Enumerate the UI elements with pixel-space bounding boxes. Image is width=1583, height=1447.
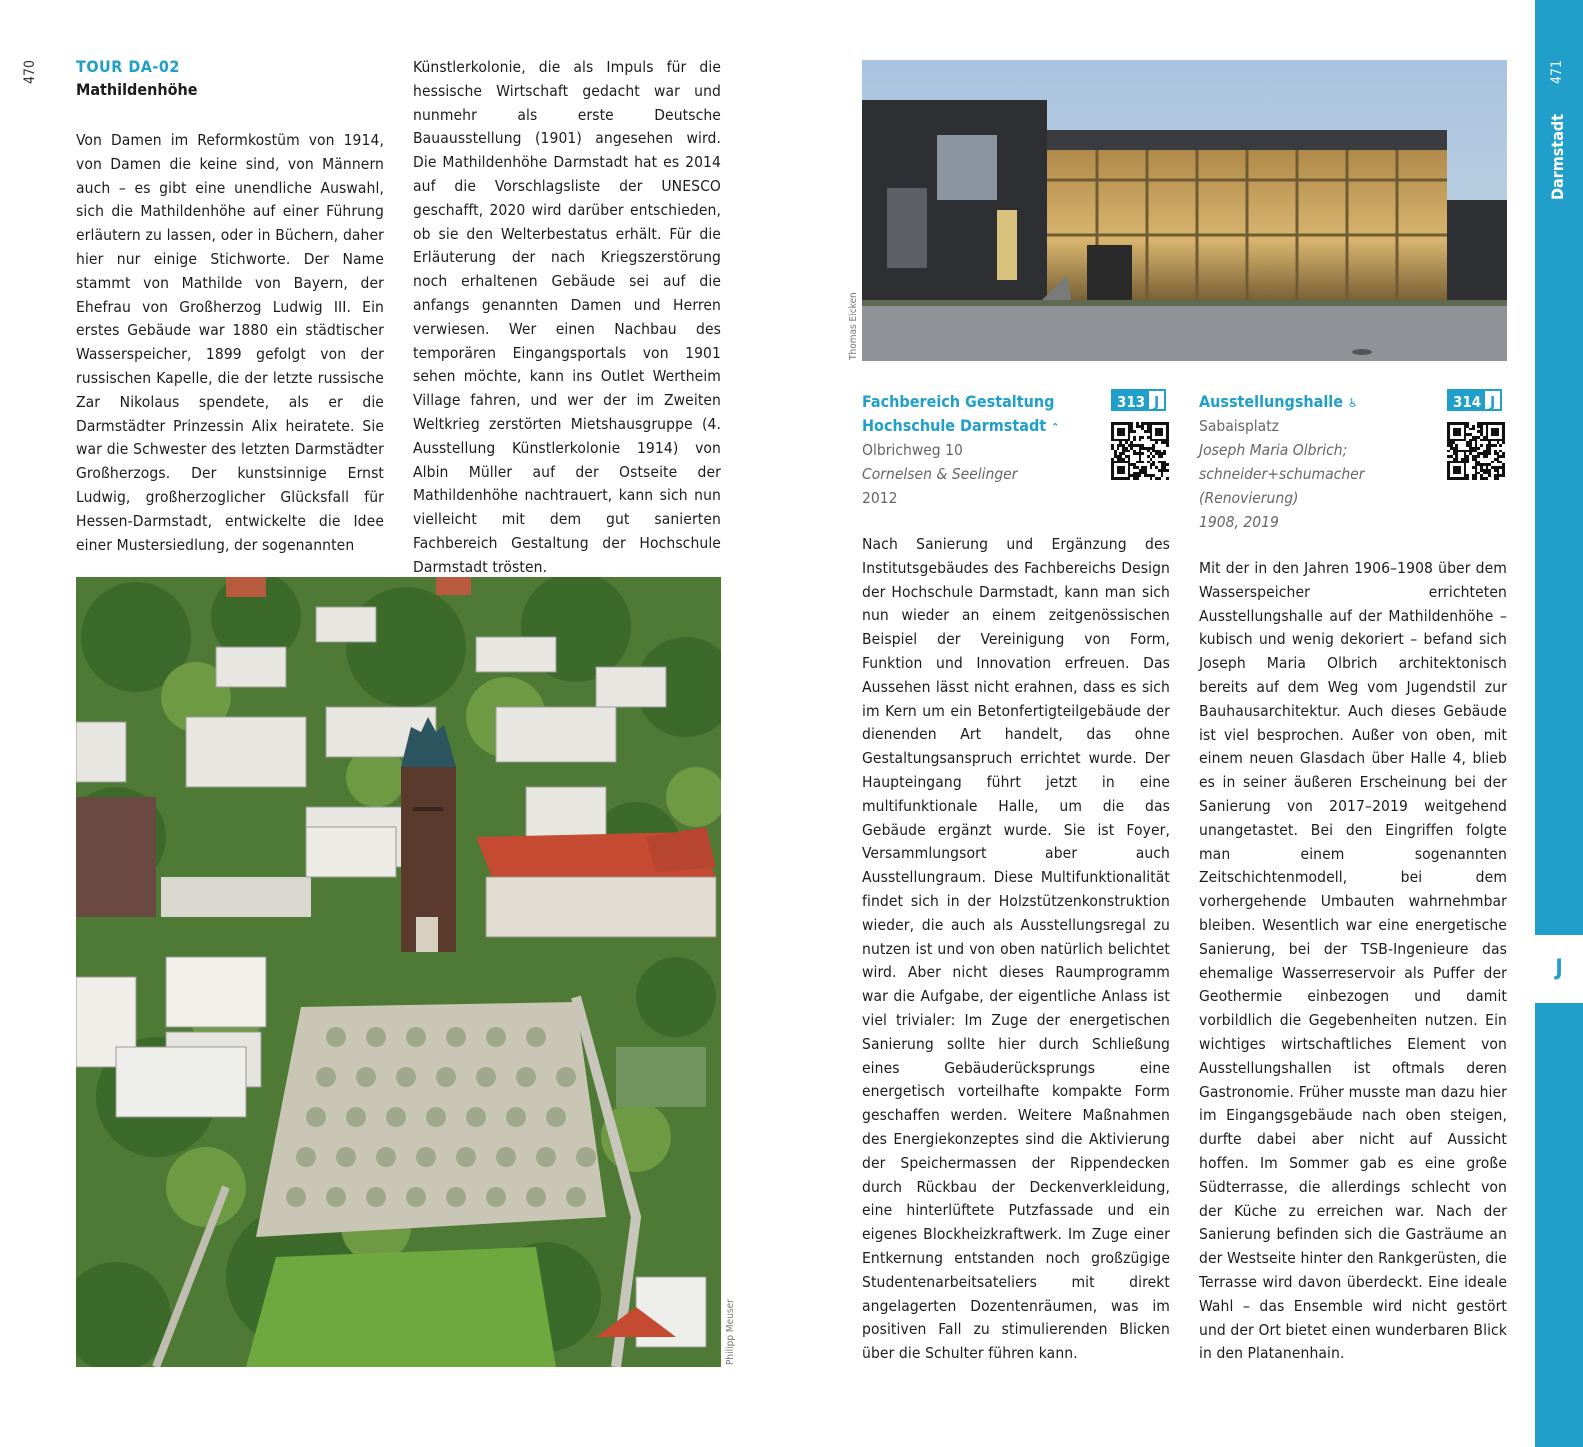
building-photo-credit: Thomas Eicken [848,292,859,360]
entry-314-title: Ausstellungshalle ♿ [1199,392,1358,411]
tour-title: Mathildenhöhe [76,80,198,99]
entry-314-badge [1447,389,1502,411]
entry-313-title-line1: Fachbereich Gestaltung [862,392,1055,411]
up-chevron-icon: ⌃ [1051,421,1060,434]
tour-label: TOUR DA-02 [76,57,180,76]
left-page-number: 470 [22,59,38,84]
entry-313-meta [862,438,1018,510]
entry-313-year: 2012 [862,489,898,507]
right-page-number: 471 [1549,59,1565,84]
entry-314-architect-line2: schneider+schumacher [1199,465,1365,483]
entry-314-meta [1199,414,1364,534]
entry-314-architect-line3: (Renovierung) [1199,489,1299,507]
entry-313-badge [1111,389,1166,411]
entry-313-letter: J [1149,391,1164,409]
entry-313-body: Nach Sanierung und Ergänzung des Institutsgebäudes des Fachbereichs Design der Hochschule Darmstadt, kann man sich nun wieder an einem zeitgenössischen Beispiel der Vereinigung von Form, Funktion und Innovation erfreuen. Das Aussehen lässt nicht erahnen, dass es sich im Kern um ein Betonfertigteilgebäude der dienenden Art handelt, das ohne Gestaltungsanspruch errichtet wurde. Der Haupteingang führt jetzt in eine multifunktionale Halle, um die das Gebäude ergänzt wurde. Sie ist Foyer, Versammlungsort aber auch Ausstellungraum. Diese Multifunktionalität findet sich in der Holzstützenkonstruktion wieder, die auch als Ausstellungsregal zu nutzen ist und von oben natürlich belichtet wird. Aber nicht dieses Raumprogramm war die Aufgabe, der eigentliche Anlass ist viel trivialer: Im Zuge der energetischen Sanierung sollte hier durch Schließung eines Gebäuderücksprungs eine energetisch vorteilhafte kompakte Form geschaffen werden. Weitere Maßnahmen des Energiekonzeptes sind die Aktivierung der Speichermassen der Rippendecken durch Rückbau der Deckenverkleidung, eine hinterlüftete Putzfassade und ein eigenes Blockheizkraftwerk. Im Zuge einer Entkernung entstanden noch großzügige Studentenarbeitsateliers mit direkt angelagerten Dozentenräumen, was im positiven Fall zu stimulierenden Blicken über die Schulter führen kann. [862,535,1170,1363]
sidebar-city-label: Darmstadt [1548,113,1567,200]
qr-code-icon[interactable] [1447,422,1505,480]
tour-text-column-1: Von Damen im Reformkostüm von 1914, von Damen die keine sind, von Männern auch – es gibt eine unendliche Auswahl, sich die Mathildenhöhe auf einer Führung erläutern zu lassen, oder in Büchern, daher hier nur einige Stichworte. Der Name stammt von Mathilde von Bayern, der Ehefrau von Großherzog Ludwig III. Ein erstes Gebäude war 1880 ein städtischer Wasserspeicher, 1899 gefolgt von der russischen Kapelle, die der letzte russische Zar Nikolaus spendete, als er die Darmstädter Prinzessin Alix heiratete. Sie war die Schwester des letzten Darmstädter Großherzogs. Der kunstsinnige Ernst Ludwig, großherzoglicher Glücksfall für Hessen-Darmstadt, entwickelte die Idee einer Mustersiedlung, der sogenannten [76,131,384,554]
entry-313-architect: Cornelsen & Seelinger [862,465,1018,483]
entry-313-number: 313 [1113,391,1149,409]
entry-314-address: Sabaisplatz [1199,417,1279,435]
entry-314-year: 1908, 2019 [1199,513,1279,531]
entry-314-number: 314 [1449,391,1485,409]
chapter-sidebar [1535,0,1583,1447]
entry-314-architect-line1: Joseph Maria Olbrich; [1199,441,1348,459]
accessibility-icon: ♿ [1348,396,1358,410]
entry-314-body: Mit der in den Jahren 1906–1908 über dem Wasserspeicher errichteten Ausstellungshalle auf der Mathildenhöhe – kubisch und wenig dekoriert – befand sich Joseph Maria Olbrich architektonisch bereits auf dem Weg vom Jugendstil zur Bauhausarchitektur. Auch dieses Gebäude ist viel besprochen. Außer von oben, mit einem neuen Glasdach über Halle 4, blieb es in seiner äußeren Erscheinung bei der Sanierung von 2017–2019 weitgehend unangetastet. Bei den Eingriffen folgte man einem sogenannten Zeitschichtenmodell, bei dem vorhergehende Umbauten wahrnehmbar bleiben. Wesentlich war eine energetische Sanierung, bei der TSB-Ingenieure das ehemalige Wasserreservoir als Puffer der Geothermie einbezogen und damit vorbildlich die Gegebenheiten nutzen. Ein wichtiges wirtschaftliches Element von Ausstellungshallen ist oftmals deren Gastronomie. Früher musste man dazu hier im Eingangsgebäude nach oben steigen, durfte dabei aber nicht auf Aussicht hoffen. Im Sommer gab es eine große Südterrasse, die allerdings schlecht von der Küche zu erreichen war. Nach der Sanierung befinden sich die Gasträume an der Westseite hinter den Rankgerüsten, die Terrasse wird davon überdeckt. Eine ideale Wahl – das Ensemble wird nicht gestört und der Ort bietet einen wunderbaren Blick in den Platanenhain. [1199,559,1507,1363]
qr-code-icon[interactable] [1111,422,1169,480]
aerial-photo-credit: Philipp Meuser [725,1299,736,1365]
entry-314-letter: J [1485,391,1500,409]
tour-text-column-2: Künstlerkolonie, die als Impuls für die hessische Wirtschaft gedacht war und nunmehr als erste Deutsche Bauausstellung (1901) angesehen wird. Die Mathildenhöhe Darmstadt hat es 2014 auf die Vorschlagsliste der UNESCO geschafft, 2020 wird darüber entschieden, ob sie den Welterbestatus erhält. Für die Erläuterung der nach Kriegszerstörung noch erhaltenen Gebäude sei auf die anfangs genannten Damen und Herren verwiesen. Wer einen Nachbau des temporären Eingangsportals von 1901 sehen möchte, kann ins Outlet Wertheim Village fahren, und wer der im Zweiten Weltkrieg zerstörten Mietshausgruppe (4. Ausstellung Künstlerkolonie 1914) von Albin Müller auf der Ostseite der Mathildenhöhe nachtrauert, kann sich nun vielleicht mit dem gut sanierten Fachbereich Gestaltung der Hochschule Darmstadt trösten. [413,58,721,576]
entry-313-address: Olbrichweg 10 [862,441,963,459]
aerial-photo [76,577,721,1367]
building-photo [862,60,1507,361]
entry-313-title-line2: Hochschule Darmstadt ⌃ [862,416,1060,435]
chapter-tab[interactable]: J [1535,935,1583,1003]
entry-313-title [862,390,1059,440]
